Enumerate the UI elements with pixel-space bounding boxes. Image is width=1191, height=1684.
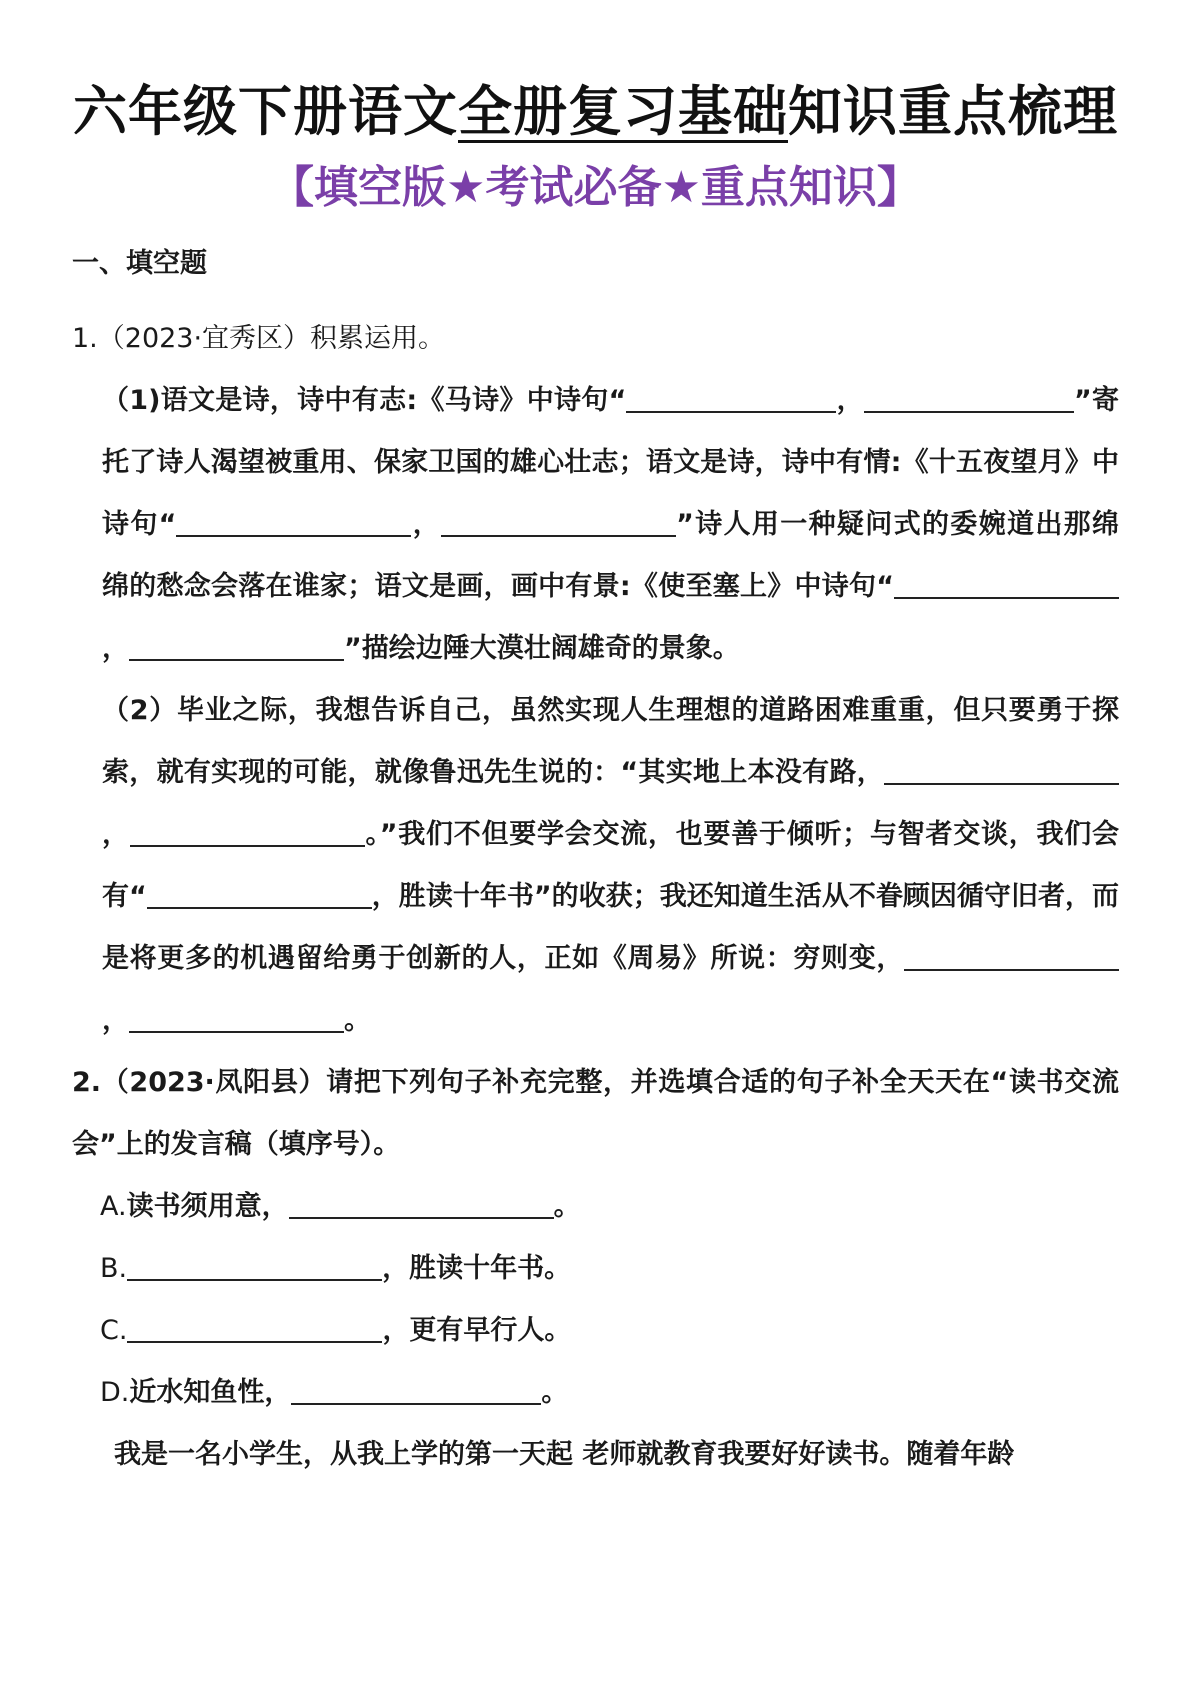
option-text: ，胜读十年书。	[382, 1253, 572, 1284]
q1-p2-text-b: 。”我们不但要学会交流，也要善于倾听；与智者交谈，我们会有“	[102, 819, 1119, 912]
option-b	[72, 1238, 1119, 1300]
q1-p2-comma: ，	[102, 1005, 129, 1036]
answer-blank[interactable]	[441, 505, 676, 537]
page-title	[72, 72, 1119, 152]
section-heading: 一、填空题	[72, 248, 207, 279]
question-2	[72, 1052, 1119, 1486]
q1-p1-text-b: ”寄托了诗人渴望被重用、保家卫国的雄心壮志；语文是诗，诗中有情:《十五夜望月》中诗句“	[102, 385, 1120, 540]
q1-p1-text-c: ”诗人用一种疑问式的委婉道出那绵绵的愁念会落在谁家；语文是画，画中有景:《使至塞上》中诗句“	[102, 509, 1120, 602]
option-text: 。	[541, 1377, 569, 1408]
question-2-heading: 2.（2023·凤阳县）请把下列句子补充完整，并选填合适的句子补全天天在“读书交流会”上的发言稿（填序号）。	[72, 1067, 1119, 1160]
title-part-3: 知识重点梳理	[788, 80, 1118, 143]
q1-p1-text-a: （1)语文是诗，诗中有志:《马诗》中诗句“	[102, 385, 627, 416]
answer-blank[interactable]	[129, 629, 344, 661]
q1-p1-comma: ，	[836, 385, 864, 416]
answer-blank[interactable]	[127, 1249, 382, 1281]
option-text: ，更有早行人。	[382, 1315, 572, 1346]
answer-blank[interactable]	[176, 505, 411, 537]
answer-blank[interactable]	[289, 1187, 554, 1219]
option-letter: B.	[100, 1253, 128, 1284]
option-d	[72, 1362, 1119, 1424]
q1-p1-comma: ，	[102, 633, 129, 664]
title-part-2: 全册复习基础	[458, 80, 788, 143]
option-a	[72, 1176, 1119, 1238]
answer-blank[interactable]	[894, 567, 1119, 599]
answer-blank[interactable]	[904, 939, 1119, 971]
answer-blank[interactable]	[864, 381, 1074, 413]
answer-blank[interactable]	[291, 1373, 541, 1405]
q1-p2-text-c: ，胜读十年书”的收获；我还知道生活从不眷顾因循守旧者，而是将更多的机遇留给勇于创新的人，正如《周易》所说：穷则变，	[102, 881, 1119, 974]
q1-p2-text-a: （2）毕业之际，我想告诉自己，虽然实现人生理想的道路困难重重，但只要勇于探索，就有实现的可能，就像鲁迅先生说的：“其实地上本没有路，	[102, 695, 1119, 788]
speech-text: 我是一名小学生，从我上学的第一天起 老师就教育我要好好读书。随着年龄	[114, 1439, 1015, 1470]
option-letter: A.	[100, 1191, 127, 1222]
option-c	[72, 1300, 1119, 1362]
question-1-heading: 1.（2023·宜秀区）积累运用。	[72, 323, 446, 354]
option-letter: C.	[100, 1315, 128, 1346]
q1-p1-text-d: ”描绘边陲大漠壮阔雄奇的景象。	[344, 633, 740, 664]
answer-blank[interactable]	[127, 1311, 382, 1343]
page-subtitle: 【填空版★考试必备★重点知识】	[270, 162, 921, 213]
option-letter: D.	[100, 1377, 130, 1408]
answer-blank[interactable]	[884, 753, 1119, 785]
q1-p1-comma: ，	[411, 509, 442, 540]
q1-p2-comma: ，	[102, 819, 130, 850]
answer-blank[interactable]	[129, 1001, 344, 1033]
answer-blank[interactable]	[147, 877, 372, 909]
option-text: 。	[553, 1191, 581, 1222]
question-1-part-1	[72, 370, 1119, 680]
q1-p2-text-d: 。	[344, 1005, 371, 1036]
option-text: 读书须用意，	[126, 1191, 289, 1222]
question-1	[72, 308, 1119, 1052]
question-1-part-2	[72, 680, 1119, 1052]
answer-blank[interactable]	[130, 815, 365, 847]
answer-blank[interactable]	[626, 381, 836, 413]
title-part-1: 六年级下册语文	[73, 80, 458, 143]
option-text: 近水知鱼性，	[129, 1377, 292, 1408]
